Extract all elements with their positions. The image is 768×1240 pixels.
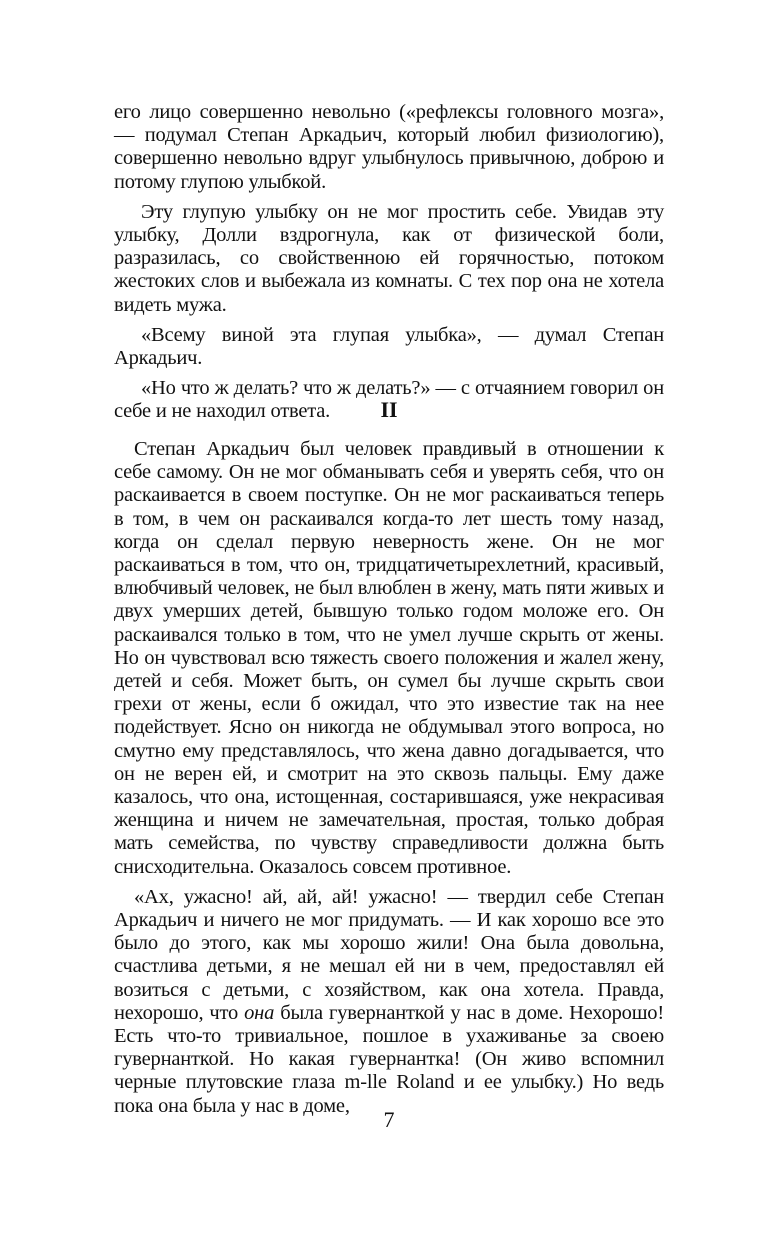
- text-block-top: [114, 101, 664, 431]
- paragraph-text: «Ах, ужасно! ай, ай, ай! ужасно! — твердил себе Степан Аркадьич и ничего не мог придумать. — И как хорошо все это было до этого, как мы хорошо жили! Она была довольна, счастлива детьми, я не мешал ей ни в чем, предоставлял ей возиться с детьми, с хозяйством, как она хотела. Правда, нехорошо, что: [114, 885, 664, 1024]
- paragraph: Эту глупую улыбку он не мог простить себе. Увидав эту улыбку, Долли вздрогнула, как от физической боли, разразилась, со свойственною ей горячностью, потоком жестоких слов и выбежала из комнаты. С тех пор она не хотела видеть мужа.: [114, 200, 664, 316]
- paragraph: его лицо совершенно невольно («рефлексы головного мозга», — подумал Степан Аркадьич, который любил физиологию), совершенно невольно вдруг улыбнулось привычною, доброю и потому глупою улыбкой.: [114, 101, 664, 193]
- page-number: 7: [383, 1107, 395, 1132]
- paragraph-text: была гувернанткой у нас в доме. Нехорошо! Есть что-то тривиальное, пошлое в ухаживанье за своею гувернанткой. Но какая гувернантка! (Он живо вспомнил черные плутовские глаза m-lle Roland и ее улыбку.) Но ведь пока она была у нас в доме,: [114, 1001, 664, 1117]
- paragraph: «Но что ж делать? что ж делать?» — с отчаянием говорил он себе и не находил ответа.: [114, 377, 664, 423]
- paragraph: Степан Аркадьич был человек правдивый в отношении к себе самому. Он не мог обманывать себя и уверять себя, что он раскаивается в своем поступке. Он не мог раскаиваться теперь в том, в чем он раскаивался когда-то лет шесть тому назад, когда он сделал первую неверность жене. Он не мог раскаиваться в том, что он, тридцатичетырехлетний, красивый, влюбчивый человек, не был влюблен в жену, мать пяти живых и двух умерших детей, бывшую только годом моложе его. Он раскаивался только в том, что не умел лучше скрыть от жены. Но он чувствовал всю тяжесть своего положения и жалел жену, детей и себя. Может быть, он сумел бы лучше скрыть свои грехи от жены, если б ожидал, что это известие так на нее подействует. Ясно он никогда не обдумывал этого вопроса, но смутно ему представлялось, что жена давно догадывается, что он не верен ей, и смотрит на это сквозь пальцы. Ему даже казалось, что она, истощенная, состарившаяся, уже некрасивая женщина и ничем не замечательная, простая, только добрая мать семейства, по чувству справедливости должна быть снисходительна. Оказалось совсем противное.: [114, 438, 664, 878]
- chapter-heading: II: [380, 397, 398, 422]
- paragraph: [114, 886, 664, 1118]
- italic-word: она: [244, 1001, 275, 1024]
- paragraph: «Всему виной эта глупая улыбка», — думал Степан Аркадьич.: [114, 323, 664, 370]
- text-block-bottom: [114, 438, 664, 1125]
